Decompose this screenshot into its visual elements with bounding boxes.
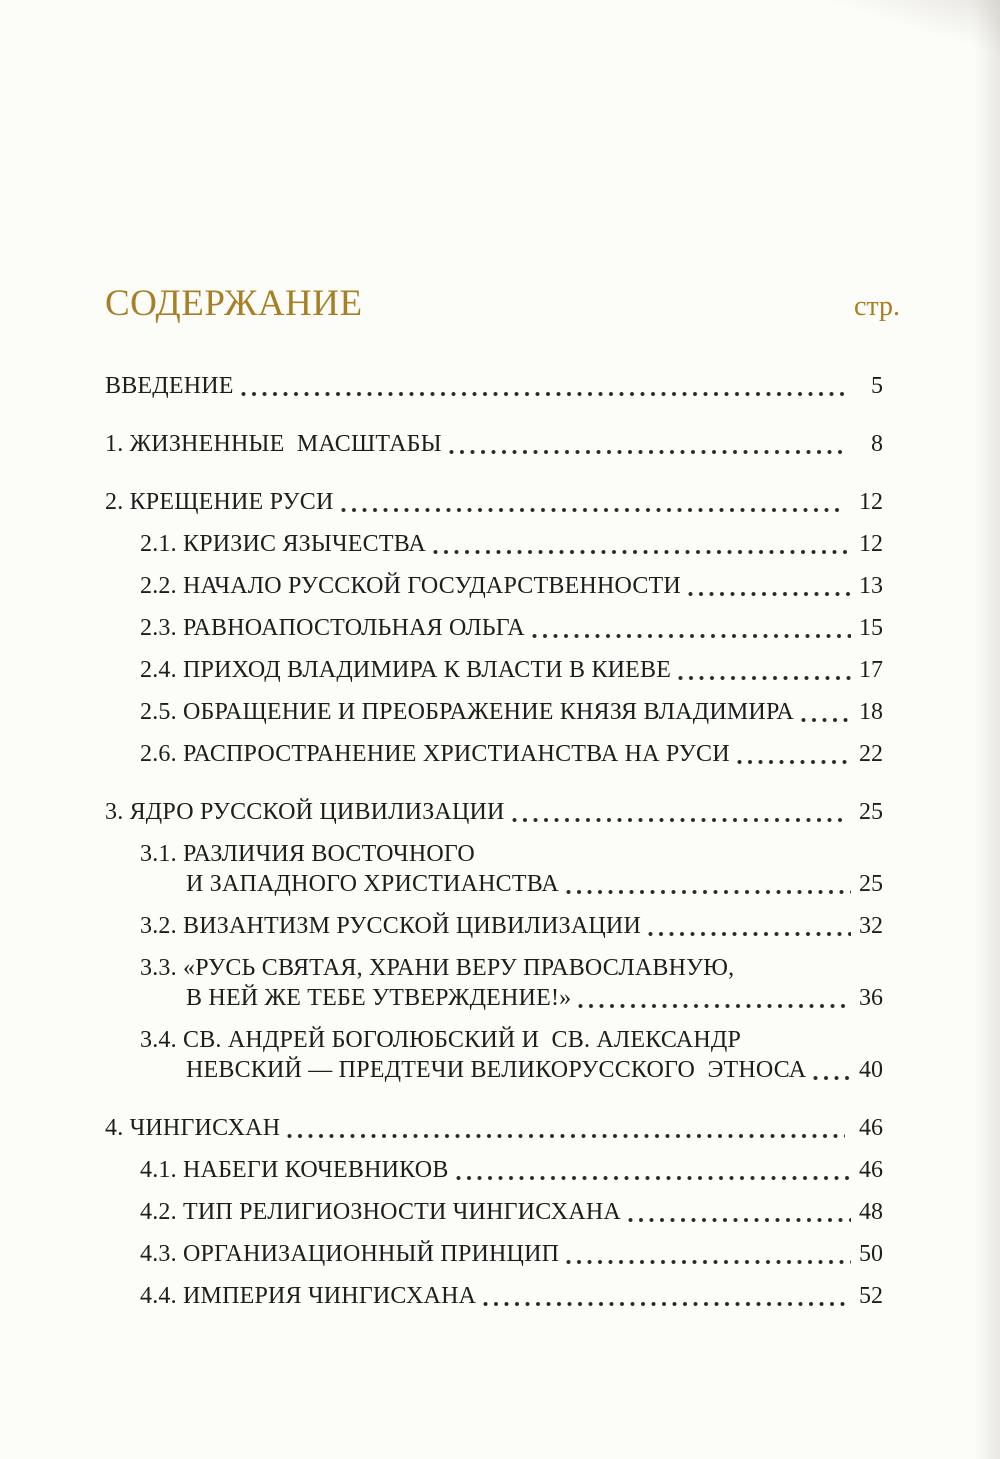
toc-entry: [105, 487, 883, 517]
toc-page-number: 32: [859, 913, 883, 939]
toc-entry-text: 2.5. ОБРАЩЕНИЕ И ПРЕОБРАЖЕНИЕ КНЯЗЯ ВЛАДИМИРА: [140, 699, 794, 725]
toc-page-number: 50: [859, 1241, 883, 1267]
toc-page-number: 46: [859, 1157, 883, 1183]
toc-entry-line: [140, 1025, 883, 1055]
dot-leader: [801, 717, 851, 723]
page-title: СОДЕРЖАНИЕ: [105, 283, 363, 324]
toc-entry: [105, 571, 883, 601]
toc-entry: [105, 655, 883, 685]
dot-leader: [287, 1133, 845, 1139]
toc-entry-text: 3.3. «РУСЬ СВЯТАЯ, ХРАНИ ВЕРУ ПРАВОСЛАВНУЮ,: [140, 955, 735, 981]
dot-leader: [241, 391, 845, 397]
toc-entry-text: 4.2. ТИП РЕЛИГИОЗНОСТИ ЧИНГИСХАНА: [140, 1199, 621, 1225]
dot-leader: [648, 931, 851, 937]
toc-entry-text: 3.2. ВИЗАНТИЗМ РУССКОЙ ЦИВИЛИЗАЦИИ: [140, 913, 641, 939]
toc-page-number: 12: [859, 489, 883, 515]
toc-page-number: 12: [859, 531, 883, 557]
toc-entry-line: [105, 429, 883, 459]
toc-entry-text: НЕВСКИЙ — ПРЕДТЕЧИ ВЕЛИКОРУССКОГО ЭТНОСА: [186, 1057, 807, 1083]
toc-page-number: 25: [859, 871, 883, 897]
dot-leader: [737, 759, 851, 765]
dot-leader: [578, 1003, 851, 1009]
toc-entry: [105, 797, 883, 827]
toc-entry: [105, 1239, 883, 1269]
toc-entry: [105, 1281, 883, 1311]
toc-page-number: 8: [871, 431, 883, 457]
page-column-label: стр.: [853, 291, 900, 322]
toc-entry-line: [140, 1197, 883, 1227]
toc-entry: [105, 613, 883, 643]
toc-page-number: 52: [859, 1283, 883, 1309]
toc-entry-line: [140, 1155, 883, 1185]
toc-entry-text: И ЗАПАДНОГО ХРИСТИАНСТВА: [186, 871, 559, 897]
toc-entry-text: 4.4. ИМПЕРИЯ ЧИНГИСХАНА: [140, 1283, 477, 1309]
scan-edge-shadow: [974, 0, 1000, 1459]
toc-entry: [105, 1025, 883, 1085]
dot-leader: [678, 675, 851, 681]
toc-entry: [105, 911, 883, 941]
toc-entry-line: [140, 571, 883, 601]
toc-entry-line: [140, 1281, 883, 1311]
dot-leader: [341, 507, 846, 513]
toc-entry: [105, 1197, 883, 1227]
toc-page-number: 13: [859, 573, 883, 599]
toc-page-number: 15: [859, 615, 883, 641]
toc-entry-text: 2.1. КРИЗИС ЯЗЫЧЕСТВА: [140, 531, 426, 557]
toc-page-number: 40: [859, 1057, 883, 1083]
dot-leader: [483, 1301, 851, 1307]
toc-page-number: 48: [859, 1199, 883, 1225]
toc-entry-line: [140, 911, 883, 941]
toc-entry: [105, 953, 883, 1013]
dot-leader: [688, 591, 851, 597]
toc-list: [105, 371, 883, 1311]
toc-entry-line: [105, 371, 883, 401]
toc-entry-line: [105, 487, 883, 517]
dot-leader: [813, 1075, 851, 1081]
toc-entry-line: [140, 983, 883, 1013]
toc-entry-line: [140, 655, 883, 685]
toc-entry-line: [140, 697, 883, 727]
toc-page-number: 17: [859, 657, 883, 683]
toc-entry: [105, 371, 883, 401]
dot-leader: [566, 889, 851, 895]
toc-page-number: 25: [859, 799, 883, 825]
toc-entry-line: [105, 797, 883, 827]
toc-entry-line: [140, 613, 883, 643]
dot-leader: [512, 817, 845, 823]
dot-leader: [566, 1259, 851, 1265]
toc-page-number: 18: [859, 699, 883, 725]
toc-page-number: 5: [871, 373, 883, 399]
toc-entry-text: 2.2. НАЧАЛО РУССКОЙ ГОСУДАРСТВЕННОСТИ: [140, 573, 681, 599]
toc-entry-text: 2.4. ПРИХОД ВЛАДИМИРА К ВЛАСТИ В КИЕВЕ: [140, 657, 672, 683]
dot-leader: [456, 1175, 851, 1181]
toc-entry-text: 4. ЧИНГИСХАН: [105, 1115, 281, 1141]
toc-page-number: 46: [859, 1115, 883, 1141]
toc-entry: [105, 429, 883, 459]
scan-corner-shadow: [830, 0, 1000, 80]
toc-entry-text: В НЕЙ ЖЕ ТЕБЕ УТВЕРЖДЕНИЕ!»: [186, 985, 572, 1011]
dot-leader: [449, 449, 845, 455]
toc-entry-line: [140, 739, 883, 769]
toc-entry-line: [140, 1055, 883, 1085]
toc-header: [105, 281, 900, 327]
toc-entry: [105, 529, 883, 559]
toc-entry: [105, 1113, 883, 1143]
toc-entry-line: [105, 1113, 883, 1143]
toc-entry-line: [140, 869, 883, 899]
dot-leader: [433, 549, 851, 555]
toc-entry-text: 4.1. НАБЕГИ КОЧЕВНИКОВ: [140, 1157, 449, 1183]
dot-leader: [628, 1217, 851, 1223]
toc-page: [105, 281, 900, 1311]
toc-entry: [105, 739, 883, 769]
toc-entry-text: 2.6. РАСПРОСТРАНЕНИЕ ХРИСТИАНСТВА НА РУСИ: [140, 741, 730, 767]
toc-entry-text: 3.4. СВ. АНДРЕЙ БОГОЛЮБСКИЙ И СВ. АЛЕКСАНДР: [140, 1027, 742, 1053]
toc-entry-text: 2. КРЕЩЕНИЕ РУСИ: [105, 489, 334, 515]
toc-entry: [105, 839, 883, 899]
toc-entry-line: [140, 839, 883, 869]
toc-entry: [105, 697, 883, 727]
toc-entry-line: [140, 1239, 883, 1269]
toc-entry-text: 3. ЯДРО РУССКОЙ ЦИВИЛИЗАЦИИ: [105, 799, 505, 825]
toc-entry-line: [140, 953, 883, 983]
toc-page-number: 22: [859, 741, 883, 767]
toc-entry-text: ВВЕДЕНИЕ: [105, 373, 234, 399]
toc-entry: [105, 1155, 883, 1185]
toc-entry-line: [140, 529, 883, 559]
toc-entry-text: 4.3. ОРГАНИЗАЦИОННЫЙ ПРИНЦИП: [140, 1241, 560, 1267]
dot-leader: [532, 633, 851, 639]
toc-entry-text: 1. ЖИЗНЕННЫЕ МАСШТАБЫ: [105, 431, 442, 457]
toc-page-number: 36: [859, 985, 883, 1011]
toc-entry-text: 3.1. РАЗЛИЧИЯ ВОСТОЧНОГО: [140, 841, 475, 867]
toc-entry-text: 2.3. РАВНОАПОСТОЛЬНАЯ ОЛЬГА: [140, 615, 525, 641]
